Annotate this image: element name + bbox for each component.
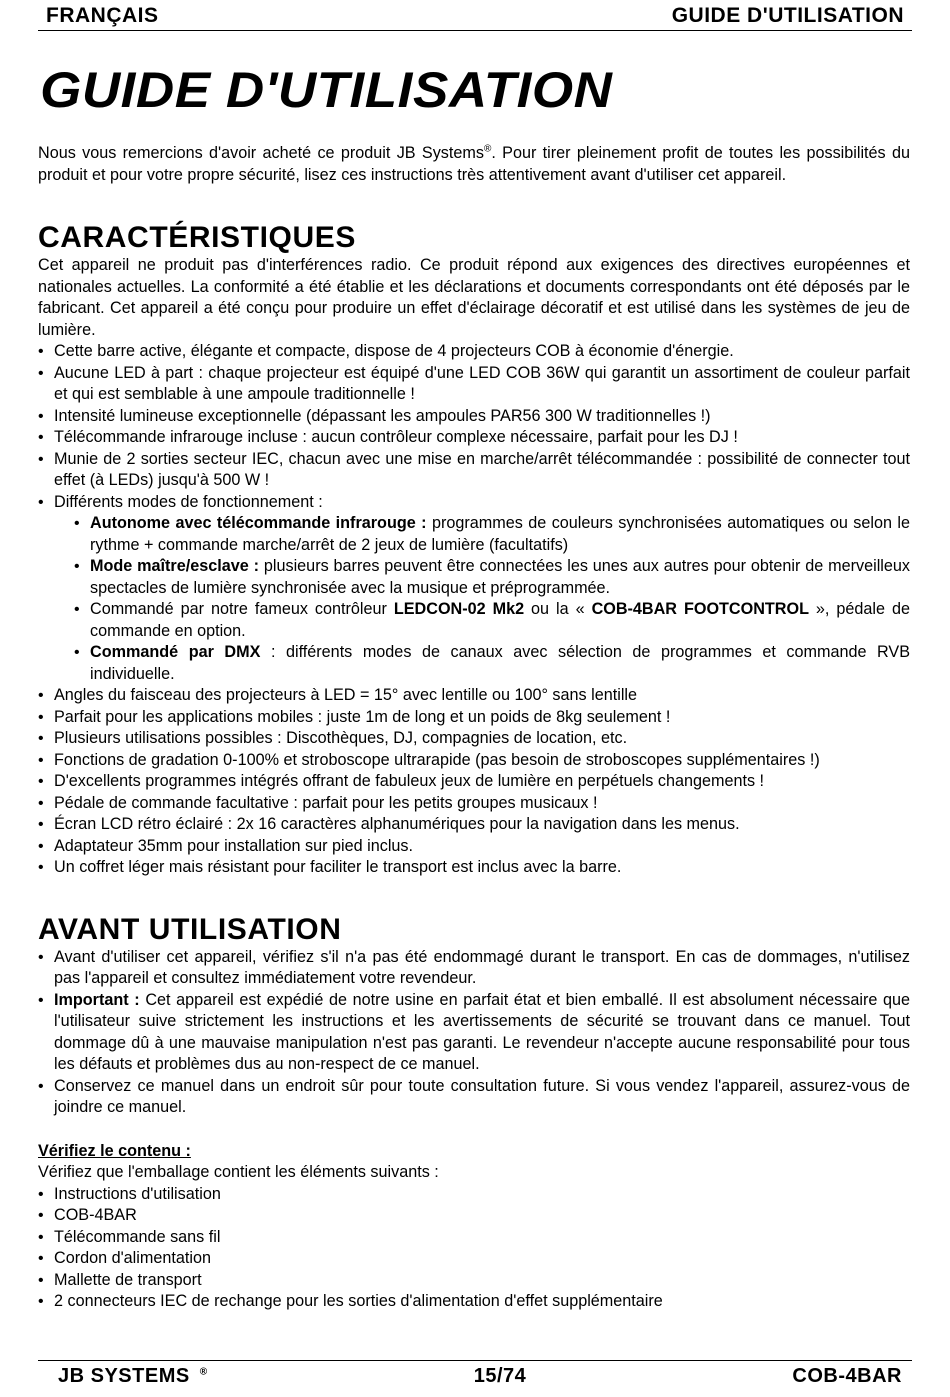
list-item [38, 990, 910, 1076]
list-item: • Écran LCD rétro éclairé : 2x 16 caractères alphanumériques pour la navigation dans les menus. [38, 814, 910, 836]
registered-mark: ® [199, 1365, 208, 1377]
mode-label: Commandé par DMX [90, 643, 261, 661]
list-item: • Plusieurs utilisations possibles : Discothèques, DJ, compagnies de location, etc. [38, 728, 910, 750]
document-body [38, 60, 910, 1313]
intro-text: Nous vous remercions d'avoir acheté ce produit JB Systems [38, 144, 484, 162]
list-item: • Intensité lumineuse exceptionnelle (dépassant les ampoules PAR56 300 W traditionnelles !) [38, 406, 910, 428]
before-use-list [38, 947, 910, 1119]
list-item: • Instructions d'utilisation [38, 1184, 910, 1206]
product-name: LEDCON-02 Mk2 [393, 600, 525, 618]
mode-text: », pédale de commande en option. [90, 600, 910, 640]
registered-mark: ® [483, 143, 492, 155]
list-item: • Aucune LED à part : chaque projecteur est équipé d'une LED COB 36W qui garantit un assortiment de couleur parfait et qui est semblable à une ampoule traditionnelle ! [38, 363, 910, 406]
list-item: • Angles du faisceau des projecteurs à LED = 15° avec lentille ou 100° sans lentille [38, 685, 910, 707]
mode-item [74, 556, 910, 599]
list-item: • Pédale de commande facultative : parfait pour les petits groupes musicaux ! [38, 793, 910, 815]
page-footer [38, 1360, 912, 1391]
list-item: • Télécommande infrarouge incluse : aucun contrôleur complexe nécessaire, parfait pour les DJ ! [38, 427, 910, 449]
list-item: • 2 connecteurs IEC de rechange pour les sorties d'alimentation d'effet supplémentaire [38, 1291, 910, 1313]
list-item: • Adaptateur 35mm pour installation sur pied inclus. [38, 836, 910, 858]
list-item: • Parfait pour les applications mobiles : juste 1m de long et un poids de 8kg seulement ! [38, 707, 910, 729]
page-header [38, 4, 912, 31]
brand-name: JB SYSTEMS [58, 1364, 190, 1387]
list-item: • Munie de 2 sorties secteur IEC, chacun avec une mise en marche/arrêt télécommandée : possibilité de connecter tout effet (à LEDs) jusqu'à 500 W ! [38, 449, 910, 492]
contents-list [38, 1184, 910, 1313]
mode-label: Autonome avec télécommande infrarouge : [90, 514, 427, 532]
intro-paragraph [38, 143, 910, 186]
mode-item [74, 599, 910, 642]
mode-text: : différents modes de canaux avec sélection de programmes et commande RVB individuelle. [90, 643, 911, 683]
list-item: • Cette barre active, élégante et compacte, dispose de 4 projecteurs COB à économie d'énergie. [38, 341, 910, 363]
important-label: Important : [54, 990, 140, 1009]
intro-text-end: . Pour tirer pleinement profit de toutes les possibilités du produit et pour votre propre sécurité, lisez ces instructions très attentivement avant d'utiliser cet appareil. [38, 144, 910, 184]
mode-text: programmes de couleurs synchronisées automatiques ou selon le rythme + commande marche/arrêt de 2 jeux de lumière (facultatifs) [90, 514, 910, 554]
list-item: • Télécommande sans fil [38, 1227, 910, 1249]
list-item: • Un coffret léger mais résistant pour faciliter le transport est inclus avec la barre. [38, 857, 910, 879]
header-language: FRANÇAIS [46, 4, 159, 27]
important-text: Cet appareil est expédié de notre usine en parfait état et bien emballé. Il est absolument nécessaire que l'utilisateur suive strictement les instructions et les avertissements de sécurité se trouvant dans ce manuel. Tout dommage dû à une mauvaise manipulation n'est pas garanti. Le revendeur n'accepte aucune responsabilité pour tous les défauts et problèmes dus au non-respect de ce manuel. [54, 990, 910, 1073]
contents-intro: Vérifiez que l'emballage contient les éléments suivants : [38, 1163, 439, 1181]
product-name: COB-4BAR FOOTCONTROL [591, 600, 809, 618]
modes-list [74, 513, 910, 685]
mode-label: Mode maître/esclave : [90, 557, 260, 575]
list-item: • Mallette de transport [38, 1270, 910, 1292]
features-list-continued [38, 685, 910, 879]
mode-item [74, 642, 910, 685]
list-item: • Conservez ce manuel dans un endroit sûr pour toute consultation future. Si vous vendez l'appareil, assurez-vous de joindre ce manuel. [38, 1076, 910, 1119]
heading-features: CARACTÉRISTIQUES [38, 221, 356, 254]
list-item: • Cordon d'alimentation [38, 1248, 910, 1270]
heading-before-use: AVANT UTILISATION [38, 912, 342, 946]
page-number: 15/74 [473, 1364, 527, 1387]
contents-heading: Vérifiez le contenu : [38, 1141, 191, 1160]
list-item: • D'excellents programmes intégrés offrant de fabuleux jeux de lumière en perpétuels changements ! [38, 771, 910, 793]
footer-brand [38, 1365, 218, 1388]
list-item: • Différents modes de fonctionnement : [38, 492, 910, 514]
list-item: • Avant d'utiliser cet appareil, vérifiez s'il n'a pas été endommagé durant le transport. En cas de dommages, n'utilisez pas l'appareil et consultez immédiatement votre revendeur. [38, 947, 910, 990]
mode-text: plusieurs barres peuvent être connectées les unes aux autres pour obtenir de merveilleux spectacles de lumière synchronisée avec la musique et préprogrammée. [90, 557, 911, 597]
page-title: GUIDE D'UTILISATION [40, 62, 613, 118]
mode-text: Commandé par notre fameux contrôleur [90, 600, 394, 618]
header-section: GUIDE D'UTILISATION [671, 4, 904, 27]
mode-item [74, 513, 910, 556]
list-item: • Fonctions de gradation 0-100% et stroboscope ultrarapide (pas besoin de stroboscopes supplémentaires !) [38, 750, 910, 772]
features-paragraph: Cet appareil ne produit pas d'interférences radio. Ce produit répond aux exigences des directives européennes et nationales actuelles. La conformité a été établie et les déclarations et documents correspondants ont été déposés par le fabricant. Cet appareil a été conçu pour produire un effet d'éclairage décoratif et est utilisé dans les systèmes de jeu de lumière. [38, 256, 910, 339]
mode-text: ou la « [524, 600, 592, 618]
list-item: • COB-4BAR [38, 1205, 910, 1227]
footer-model: COB-4BAR [792, 1364, 902, 1387]
features-list [38, 341, 910, 513]
